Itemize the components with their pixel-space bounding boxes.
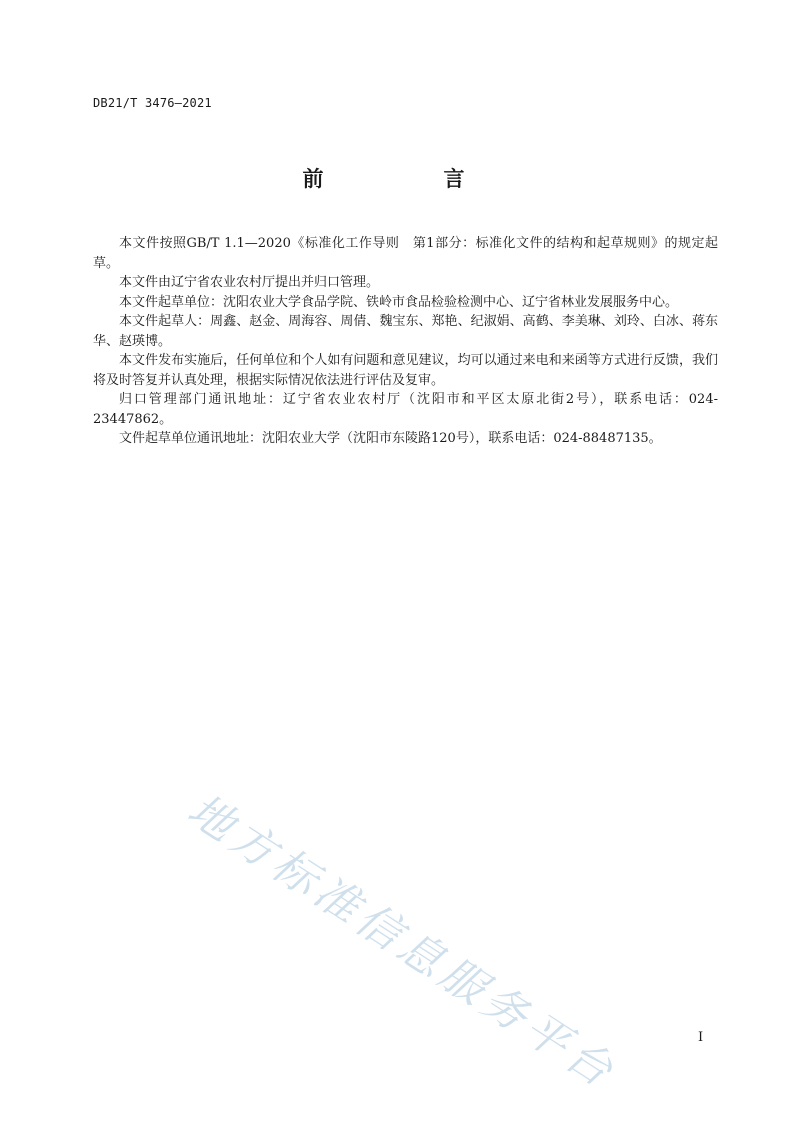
foreword-body — [93, 234, 718, 449]
document-code: DB21/T 3476—2021 — [93, 96, 212, 110]
paragraph-drafting-units: 本文件起草单位：沈阳农业大学食品学院、铁岭市食品检验检测中心、辽宁省林业发展服务中心。 — [119, 294, 679, 310]
paragraph-drafters: 本文件起草人：周鑫、赵金、周海容、周倩、魏宝东、郑艳、纪淑娟、高鹤、李美琳、刘玲、白冰、蒋东华、赵瑛博。 — [93, 314, 718, 349]
page-number: I — [698, 1030, 704, 1045]
watermark: 地方标准信息服务平台 — [178, 784, 626, 1100]
paragraph-proposer: 本文件由辽宁省农业农村厅提出并归口管理。 — [119, 275, 380, 290]
paragraph-drafting-rules: 本文件按照GB/T 1.1—2020《标准化工作导则 第1部分：标准化文件的结构和起草规则》的规定起草。 — [93, 236, 718, 271]
page-title: 前 言 — [302, 167, 491, 191]
paragraph-drafter-address: 文件起草单位通讯地址：沈阳农业大学（沈阳市东陵路120号），联系电话：024-88487135。 — [119, 431, 662, 446]
paragraph-feedback: 本文件发布实施后，任何单位和个人如有问题和意见建议，均可以通过来电和来函等方式进行反馈，我们将及时答复并认真处理，根据实际情况依法进行评估及复审。 — [93, 353, 718, 388]
paragraph-admin-address: 归口管理部门通讯地址：辽宁省农业农村厅（沈阳市和平区太原北街2号），联系电话：024-23447862。 — [93, 392, 718, 427]
